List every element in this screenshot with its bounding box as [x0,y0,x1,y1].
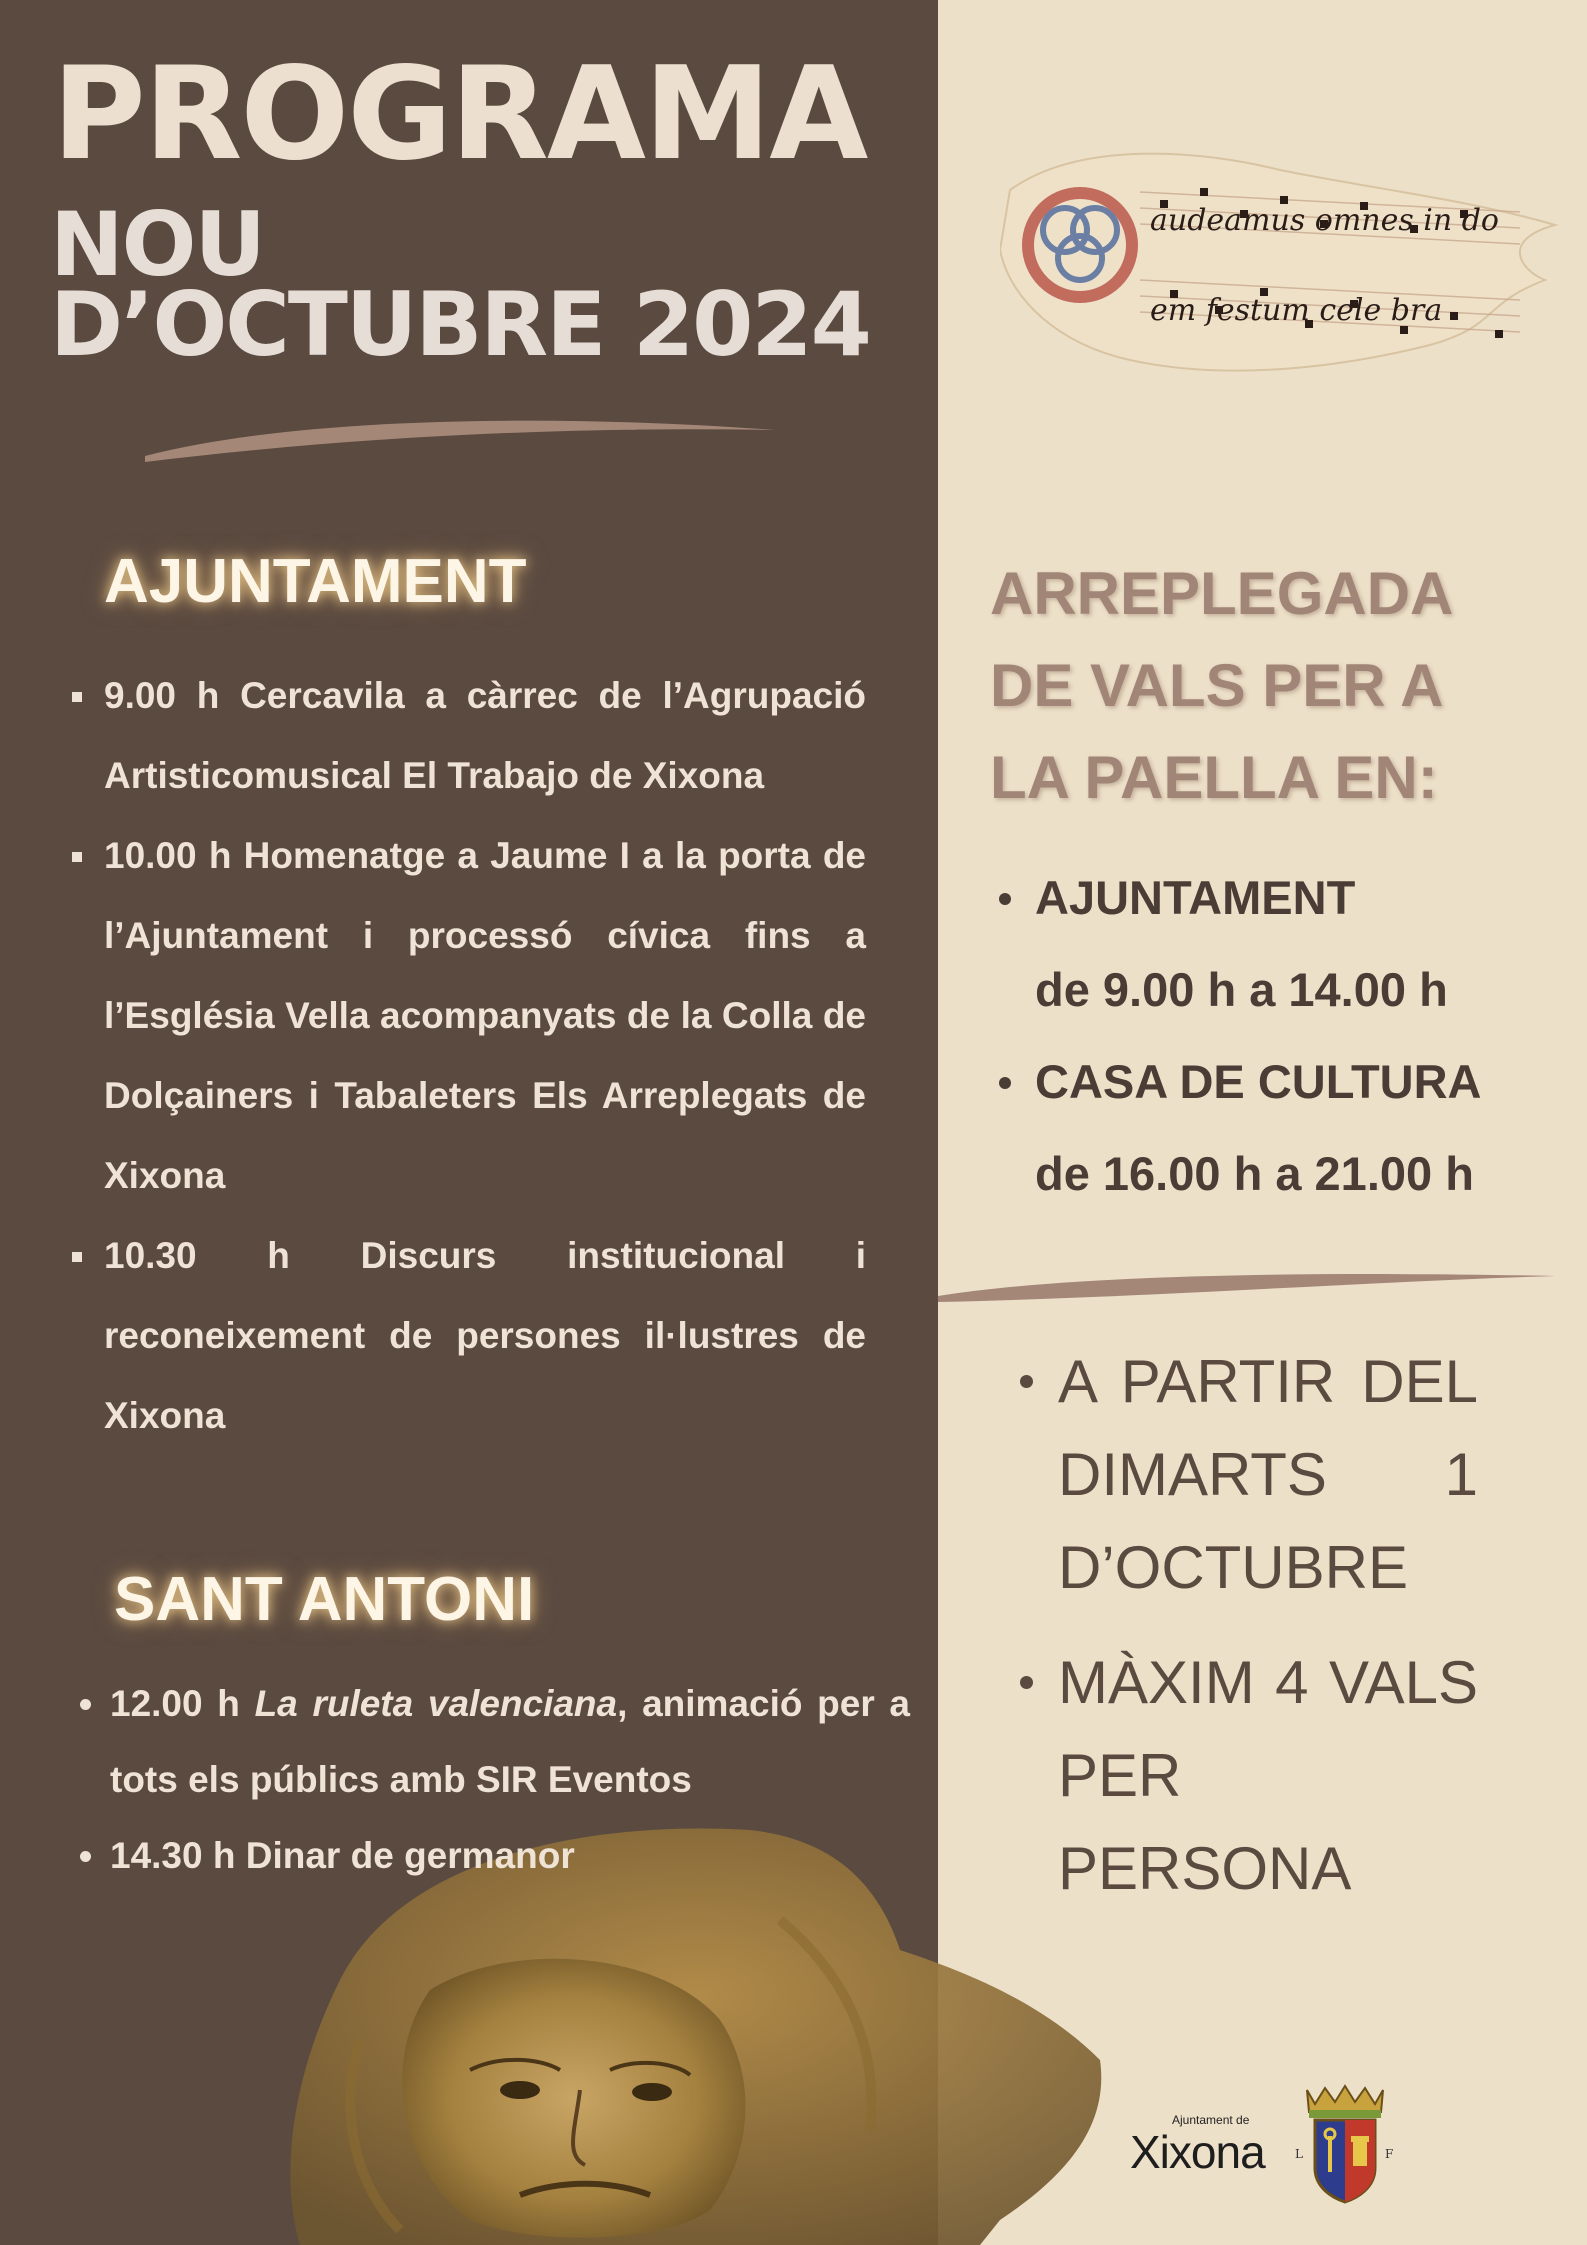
event-time: 12.00 h [110,1683,240,1724]
collection-heading-line-1: ARREPLEGADA [990,560,1454,627]
event-item: 14.30 h Dinar de germanor [110,1818,910,1894]
event-title: La ruleta valenciana [254,1683,618,1724]
event-description: , animació per a tots els públics amb SIR Eventos [110,1683,910,1800]
note-item: A PARTIR DEL DIMARTS 1 D’OCTUBRE [1058,1335,1478,1614]
divider-swoosh-right [938,1268,1558,1318]
location-name: AJUNTAMENT [1035,871,1356,924]
manuscript-text-2: em festum cele bra [1150,293,1443,328]
page-title: PROGRAMA [52,40,867,189]
note-item: MÀXIM 4 VALS PER PERSONA [1058,1636,1478,1915]
divider-swoosh-left [140,418,780,468]
manuscript-text-1: audeamus omnes in do [1150,203,1499,238]
crest-letter-left: L [1295,2147,1303,2161]
crest-letter-right: F [1385,2147,1394,2161]
collection-location [1035,1036,1481,1220]
collection-location [1035,852,1481,1036]
collection-heading-line-2: DE VALS PER A [990,652,1444,719]
logo-small-text: Ajuntament de [1172,2113,1250,2127]
ajuntament-event-list [104,656,866,1456]
manuscript-illustration [1000,130,1560,380]
ajuntament-heading: AJUNTAMENT [104,547,527,616]
collection-location-list [1035,852,1481,1220]
event-item [110,1666,910,1818]
location-hours: de 16.00 h a 21.00 h [1035,1147,1474,1200]
event-item: 10.30 h Discurs institucional i reconeixement de persones il·lustres de Xixona [104,1216,866,1456]
page-subtitle [50,193,870,376]
location-hours: de 9.00 h a 14.00 h [1035,963,1448,1016]
illuminated-initial [1022,187,1138,303]
sant-antoni-event-list [110,1666,910,1894]
logo-big-text: Xixona [1130,2126,1265,2178]
location-name: CASA DE CULTURA [1035,1055,1482,1108]
subtitle-line-1: NOU [50,193,264,296]
collection-heading-line-3: LA PAELLA EN: [990,744,1438,811]
event-item: 9.00 h Cercavila a càrrec de l’Agrupació Artisticomusical El Trabajo de Xixona [104,656,866,816]
collection-heading [990,548,1453,824]
event-item: 10.00 h Homenatge a Jaume I a la porta de l’Ajuntament i processó cívica fins a l’Església Vella acompanyats de la Colla de Dolçainers i Tabaleters Els Arreplegats de Xixona [104,816,866,1216]
coat-of-arms-icon [1295,2080,1395,2205]
subtitle-line-2: D’OCTUBRE 2024 [50,273,870,376]
xixona-logo [1130,2080,1430,2210]
sant-antoni-heading: SANT ANTONI [114,1565,535,1634]
notes-list [1058,1335,1478,1937]
